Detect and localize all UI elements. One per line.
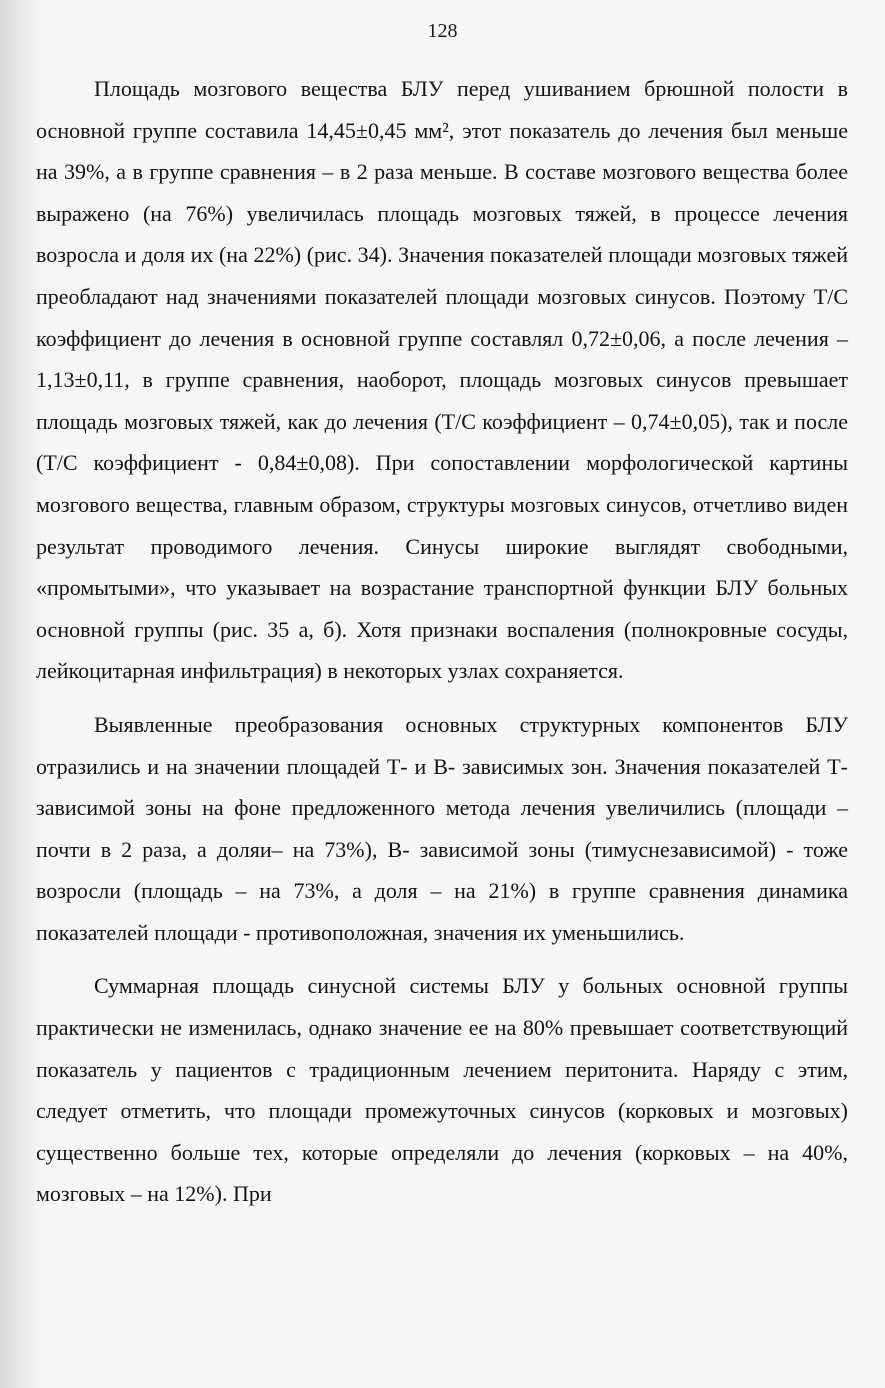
paragraph-medulla-area: Площадь мозгового вещества БЛУ перед ушиванием брюшной полости в основной группе составила 14,45±0,45 мм², этот показатель до лечения был меньше на 39%, а в группе сравнения – в 2 раза меньше. В составе мозгового вещества более выражено (на 76%) увеличилась площадь мозговых тяжей, в процессе лечения возросла и доля их (на 22%) (рис. 34). Значения показателей площади мозговых тяжей преобладают над значениями показателей площади мозговых синусов. Поэтому Т/С коэффициент до лечения в основной группе составлял 0,72±0,06, а после лечения – 1,13±0,11, в группе сравнения, наоборот, площадь мозговых синусов превышает площадь мозговых тяжей, как до лечения (Т/С коэффициент – 0,74±0,05), так и после (Т/С коэффициент - 0,84±0,08). При сопоставлении морфологической картины мозгового вещества, главным образом, структуры мозговых синусов, отчетливо виден результат проводимого лечения. Синусы широкие выглядят свободными, «промытыми», что указывает на возрастание транспортной функции БЛУ больных основной группы (рис. 35 а, б). Хотя признаки воспаления (полнокровные сосуды, лейкоцитарная инфильтрация) в некоторых узлах сохраняется. (36, 76, 848, 684)
page-number: 128 (427, 20, 458, 42)
paragraph-t-b-zones: Выявленные преобразования основных структурных компонентов БЛУ отразились и на значении площадей Т- и В- зависимых зон. Значения показателей Т- зависимой зоны на фоне предложенного метода лечения увеличились (площади – почти в 2 раза, а доляи– на 73%), В- зависимой зоны (тимуснезависимой) - тоже возросли (площадь – на 73%, а доля – на 21%) в группе сравнения динамика показателей площади - противоположная, значения их уменьшились. (36, 711, 848, 945)
body-text (36, 68, 848, 1215)
paragraph-sinus-system: Суммарная площадь синусной системы БЛУ у больных основной группы практически не изменилась, однако значение ее на 80% превышает соответствующий показатель у пациентов с традиционным лечением перитонита. Наряду с этим, следует отметить, что площади промежуточных синусов (корковых и мозговых) существенно больше тех, которые определяли до лечения (корковых – на 40%, мозговых – на 12%). При (36, 973, 848, 1207)
